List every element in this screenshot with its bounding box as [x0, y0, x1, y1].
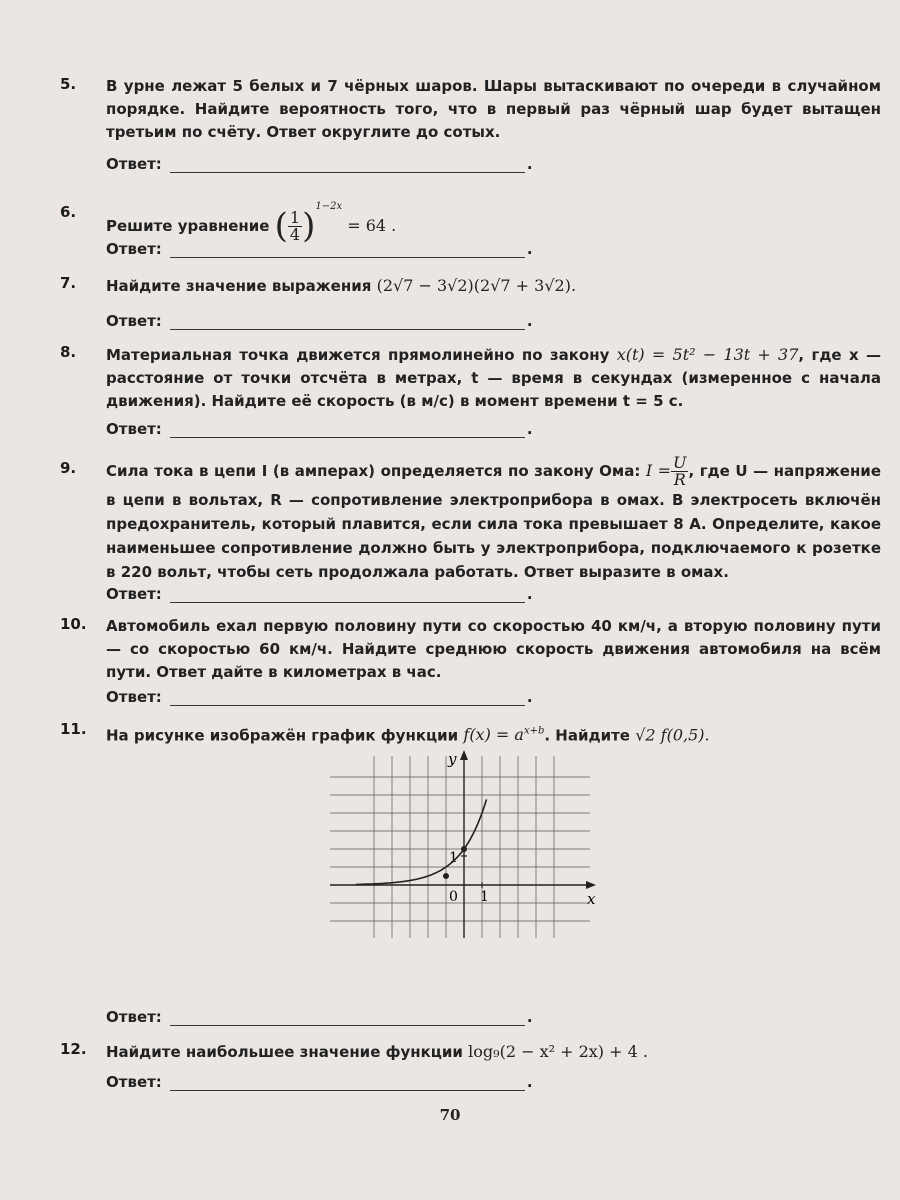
answer-line[interactable]: [170, 689, 525, 706]
problem-text: [106, 1040, 881, 1064]
equation: ( $\frac{1}{4}$ )$^{1-2x}$ = 64 .: [274, 201, 397, 246]
problem-text-lead: Найдите наибольшее значение функции: [106, 1043, 463, 1061]
problem-text-rest: , где x — расстояние от точки отсчёта в метрах, t — время в секундах (измеренное с начала движения). Найдите её скорость (в м/с) в момент времени t = 5 с.: [106, 346, 882, 410]
problem-text-lead: Материальная точка движется прямолинейно по закону: [106, 346, 610, 364]
answer-field-10[interactable]: Ответ: .: [106, 688, 533, 706]
function-graph: [330, 748, 600, 938]
answer-label: Ответ:: [106, 1008, 162, 1026]
x-axis-arrow-icon: [586, 881, 596, 889]
problem-number: 7.: [60, 274, 77, 292]
problem-number: 5.: [60, 75, 77, 93]
expression: (2√7 − 3√2)(2√7 + 3√2).: [376, 276, 577, 295]
fraction-denominator: 4: [289, 225, 301, 244]
problem-8: [60, 343, 882, 413]
answer-field-8[interactable]: Ответ: .: [106, 420, 533, 438]
graph-grid: [330, 756, 590, 938]
page-number: 70: [439, 1106, 461, 1124]
function-expression: log₉(2 − x² + 2x) + 4 .: [468, 1042, 648, 1061]
graph-point: [461, 846, 467, 852]
problem-number: 8.: [60, 343, 77, 361]
problem-6: [60, 195, 860, 246]
y-unit-label: 1: [449, 850, 458, 866]
problem-text: [106, 720, 881, 747]
graph-point: [443, 873, 449, 879]
motion-law: x(t) = 5t² − 13t + 37: [616, 345, 799, 364]
y-axis-label: y: [448, 750, 457, 768]
answer-field-9[interactable]: Ответ: .: [106, 585, 533, 603]
problem-9: [60, 453, 881, 584]
problem-text-lead: Найдите значение выражения: [106, 277, 372, 295]
function-exponent: x+b: [523, 726, 545, 737]
function-formula: [463, 725, 544, 744]
answer-field-12[interactable]: Ответ: .: [106, 1073, 533, 1091]
graph-axes: [330, 750, 596, 938]
problem-text: [106, 195, 881, 246]
problem-text: Автомобиль ехал первую половину пути со скоростью 40 км/ч, а вторую половину пути — со скоростью 60 км/ч. Найдите среднюю скорость движения автомобиля на всём пути. Ответ дайте в километрах в час.: [106, 617, 881, 681]
problem-text-lead: На рисунке изображён график функции: [106, 726, 459, 745]
answer-field-7[interactable]: Ответ: .: [106, 312, 533, 330]
answer-label: Ответ:: [106, 312, 162, 330]
problem-number: 9.: [60, 459, 77, 477]
answer-line[interactable]: [170, 156, 525, 173]
answer-label: Ответ:: [106, 585, 162, 603]
answer-field-5[interactable]: Ответ: .: [106, 155, 533, 173]
answer-label: Ответ:: [106, 420, 162, 438]
answer-line[interactable]: [170, 241, 525, 258]
problem-12: [60, 1040, 860, 1064]
problem-number: 11.: [60, 720, 87, 738]
y-axis-arrow-icon: [460, 750, 468, 760]
problem-text-lead: Решите уравнение: [106, 217, 270, 235]
fraction-numerator: U: [673, 453, 687, 472]
problem-text: В урне лежат 5 белых и 7 чёрных шаров. Шары вытаскивают по очереди в случайном порядке. Найдите вероятность того, что в первый раз чёрный шар будет вытащен третьим по счёту. Ответ округлите до сотых.: [106, 77, 881, 141]
problem-text-mid: . Найдите: [544, 726, 630, 745]
problem-number: 10.: [60, 615, 87, 633]
problem-text-lead: Сила тока в цепи I (в амперах) определяется по закону Ома:: [106, 462, 641, 480]
answer-line[interactable]: [170, 1009, 525, 1026]
problem-number: 12.: [60, 1040, 87, 1058]
problem-text: [106, 274, 881, 298]
problem-5: [60, 75, 881, 144]
answer-line[interactable]: [170, 1074, 525, 1091]
problem-text-rest: , где U — напряжение в цепи в вольтах, R — сопротивление электроприбора в омах. В электросеть включён предохранитель, который плавится, если сила тока превышает 8 А. Определите, какое наименьшее сопротивление должно быть у электроприбора, подключаемого к розетке в 220 вольт, чтобы сеть продолжала работать. Ответ выразите в омах.: [106, 462, 881, 581]
answer-line[interactable]: [170, 313, 525, 330]
answer-label: Ответ:: [106, 688, 162, 706]
answer-field-11[interactable]: Ответ: .: [106, 1008, 533, 1026]
answer-field-6[interactable]: Ответ: .: [106, 240, 533, 258]
problem-number: 6.: [60, 203, 77, 221]
answer-label: Ответ:: [106, 155, 162, 173]
x-unit-label: 1: [480, 889, 489, 905]
problem-text: [106, 343, 881, 413]
problem-11: [60, 720, 860, 747]
formula-lhs: I =: [645, 461, 671, 480]
equation-rhs: = 64 .: [347, 216, 397, 235]
fraction-numerator: 1: [289, 208, 301, 227]
function-base: f(x) = a: [463, 725, 524, 745]
answer-line[interactable]: [170, 421, 525, 438]
answer-line[interactable]: [170, 586, 525, 603]
fraction-denominator: R: [673, 470, 686, 489]
exponent: 1−2x: [315, 201, 343, 212]
problem-10: [60, 615, 881, 684]
origin-label: 0: [449, 889, 458, 905]
ohm-formula: [645, 453, 689, 489]
problem-text: [106, 455, 881, 584]
target-expression: √2 f(0,5).: [635, 725, 710, 745]
function-curve: [356, 799, 487, 884]
answer-label: Ответ:: [106, 240, 162, 258]
answer-label: Ответ:: [106, 1073, 162, 1091]
x-axis-label: x: [587, 890, 596, 908]
problem-7: [60, 274, 860, 298]
